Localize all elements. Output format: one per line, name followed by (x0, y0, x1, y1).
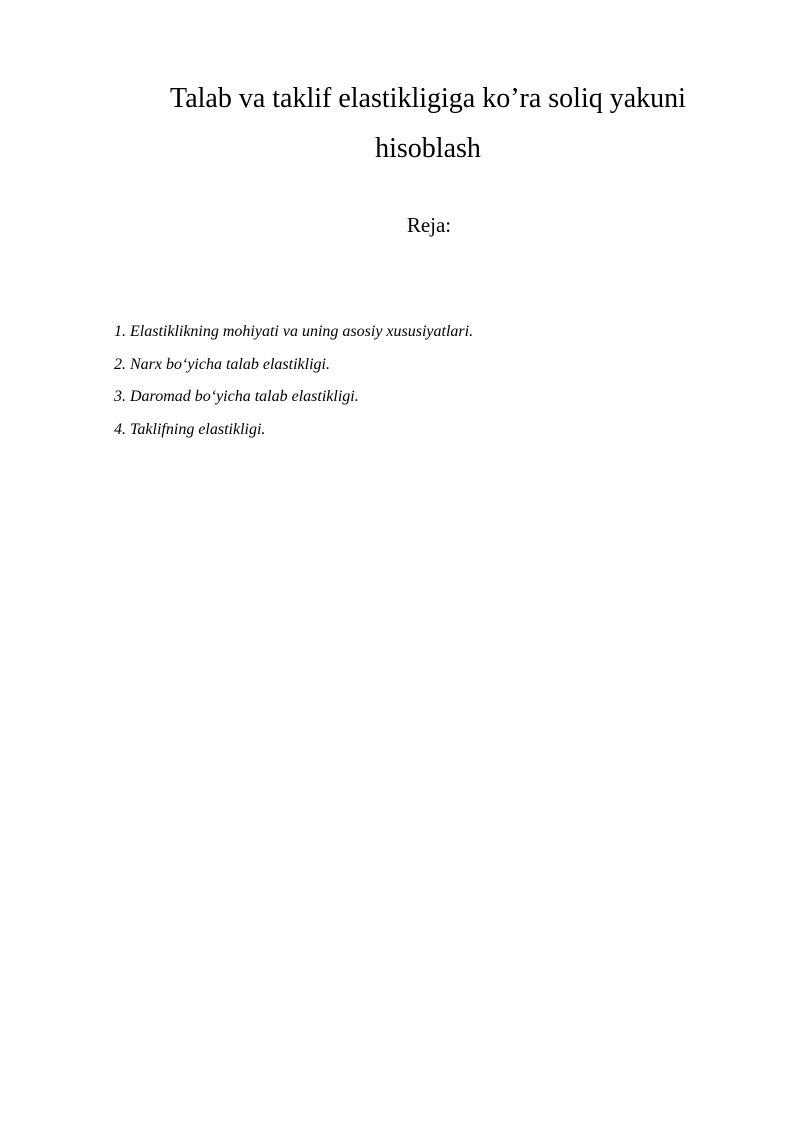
plan-item: 1. Elastiklikning mohiyati va uning asosiy xususiyatlari. (114, 323, 474, 340)
plan-heading: Reja: (406, 213, 452, 237)
plan-item: 2. Narx bo‘yicha talab elastikligi. (114, 355, 330, 373)
plan-item: 3. Daromad bo‘yicha talab elastikligi. (114, 388, 359, 405)
plan-list (114, 316, 473, 446)
plan-item: 4. Taklifning elastikligi. (114, 420, 266, 438)
document-title: Talab va taklif elastikligiga ko’ra soliq yakuni hisoblash (170, 83, 686, 164)
